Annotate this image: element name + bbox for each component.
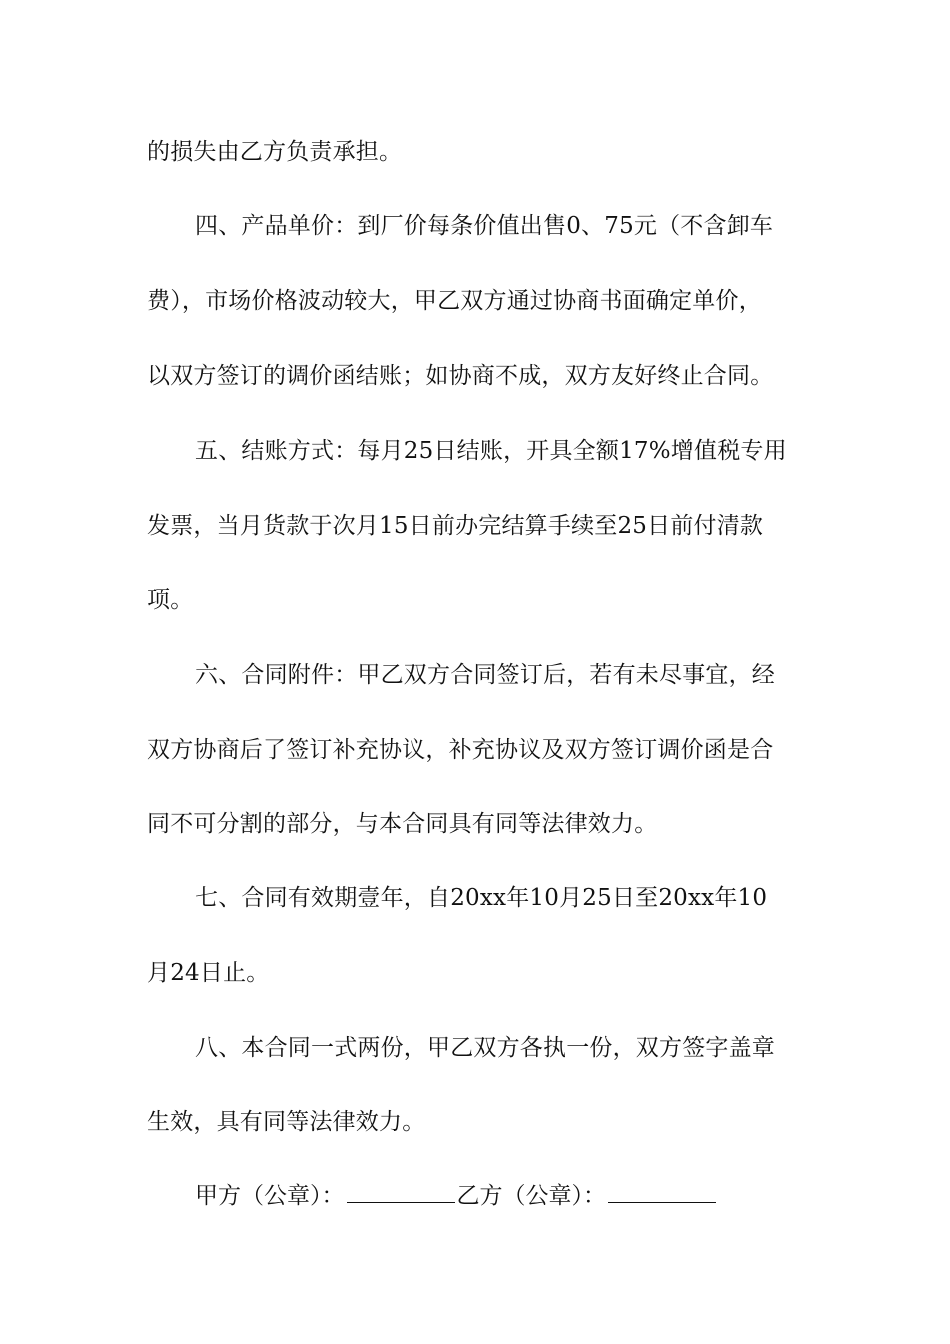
party-a-seal-blank bbox=[347, 1180, 455, 1203]
party-b-label: 乙方（公章）： bbox=[456, 1183, 606, 1209]
clause-4-line-2: 费），市场价格波动较大，甲乙双方通过协商书面确定单价， bbox=[147, 288, 762, 314]
party-b-seal-blank bbox=[608, 1180, 716, 1203]
clause-4-line-3: 以双方签订的调价函结账；如协商不成，双方友好终止合同。 bbox=[147, 363, 774, 389]
clause-8-line-1: 八、本合同一式两份，甲乙双方各执一份，双方签字盖章 bbox=[195, 1035, 775, 1061]
clause-5-line-3: 项。 bbox=[147, 587, 194, 613]
clause-7-line-2: 月24日止。 bbox=[147, 960, 270, 986]
party-a-label: 甲方（公章）： bbox=[195, 1183, 345, 1209]
clause-6-line-1: 六、合同附件：甲乙双方合同签订后，若有未尽事宜，经 bbox=[195, 662, 775, 688]
clause-6-line-3: 同不可分割的部分，与本合同具有同等法律效力。 bbox=[147, 811, 658, 837]
clause-5-line-2: 发票，当月货款于次月15日前办完结算手续至25日前付清款 bbox=[147, 513, 764, 539]
clause-5-line-1: 五、结账方式：每月25日结账，开具全额17%增值税专用 bbox=[195, 438, 787, 464]
clause-6-line-2: 双方协商后了签订补充协议，补充协议及双方签订调价函是合 bbox=[147, 737, 774, 763]
clause-4-line-1: 四、产品单价：到厂价每条价值出售0、75元（不含卸车 bbox=[195, 213, 774, 239]
clause-8-line-2: 生效，具有同等法律效力。 bbox=[147, 1109, 426, 1135]
signature-row bbox=[195, 1180, 718, 1212]
clause-7-line-1: 七、合同有效期壹年，自20xx年10月25日至20xx年10 bbox=[195, 885, 768, 911]
text-line: 的损失由乙方负责承担。 bbox=[147, 139, 403, 165]
